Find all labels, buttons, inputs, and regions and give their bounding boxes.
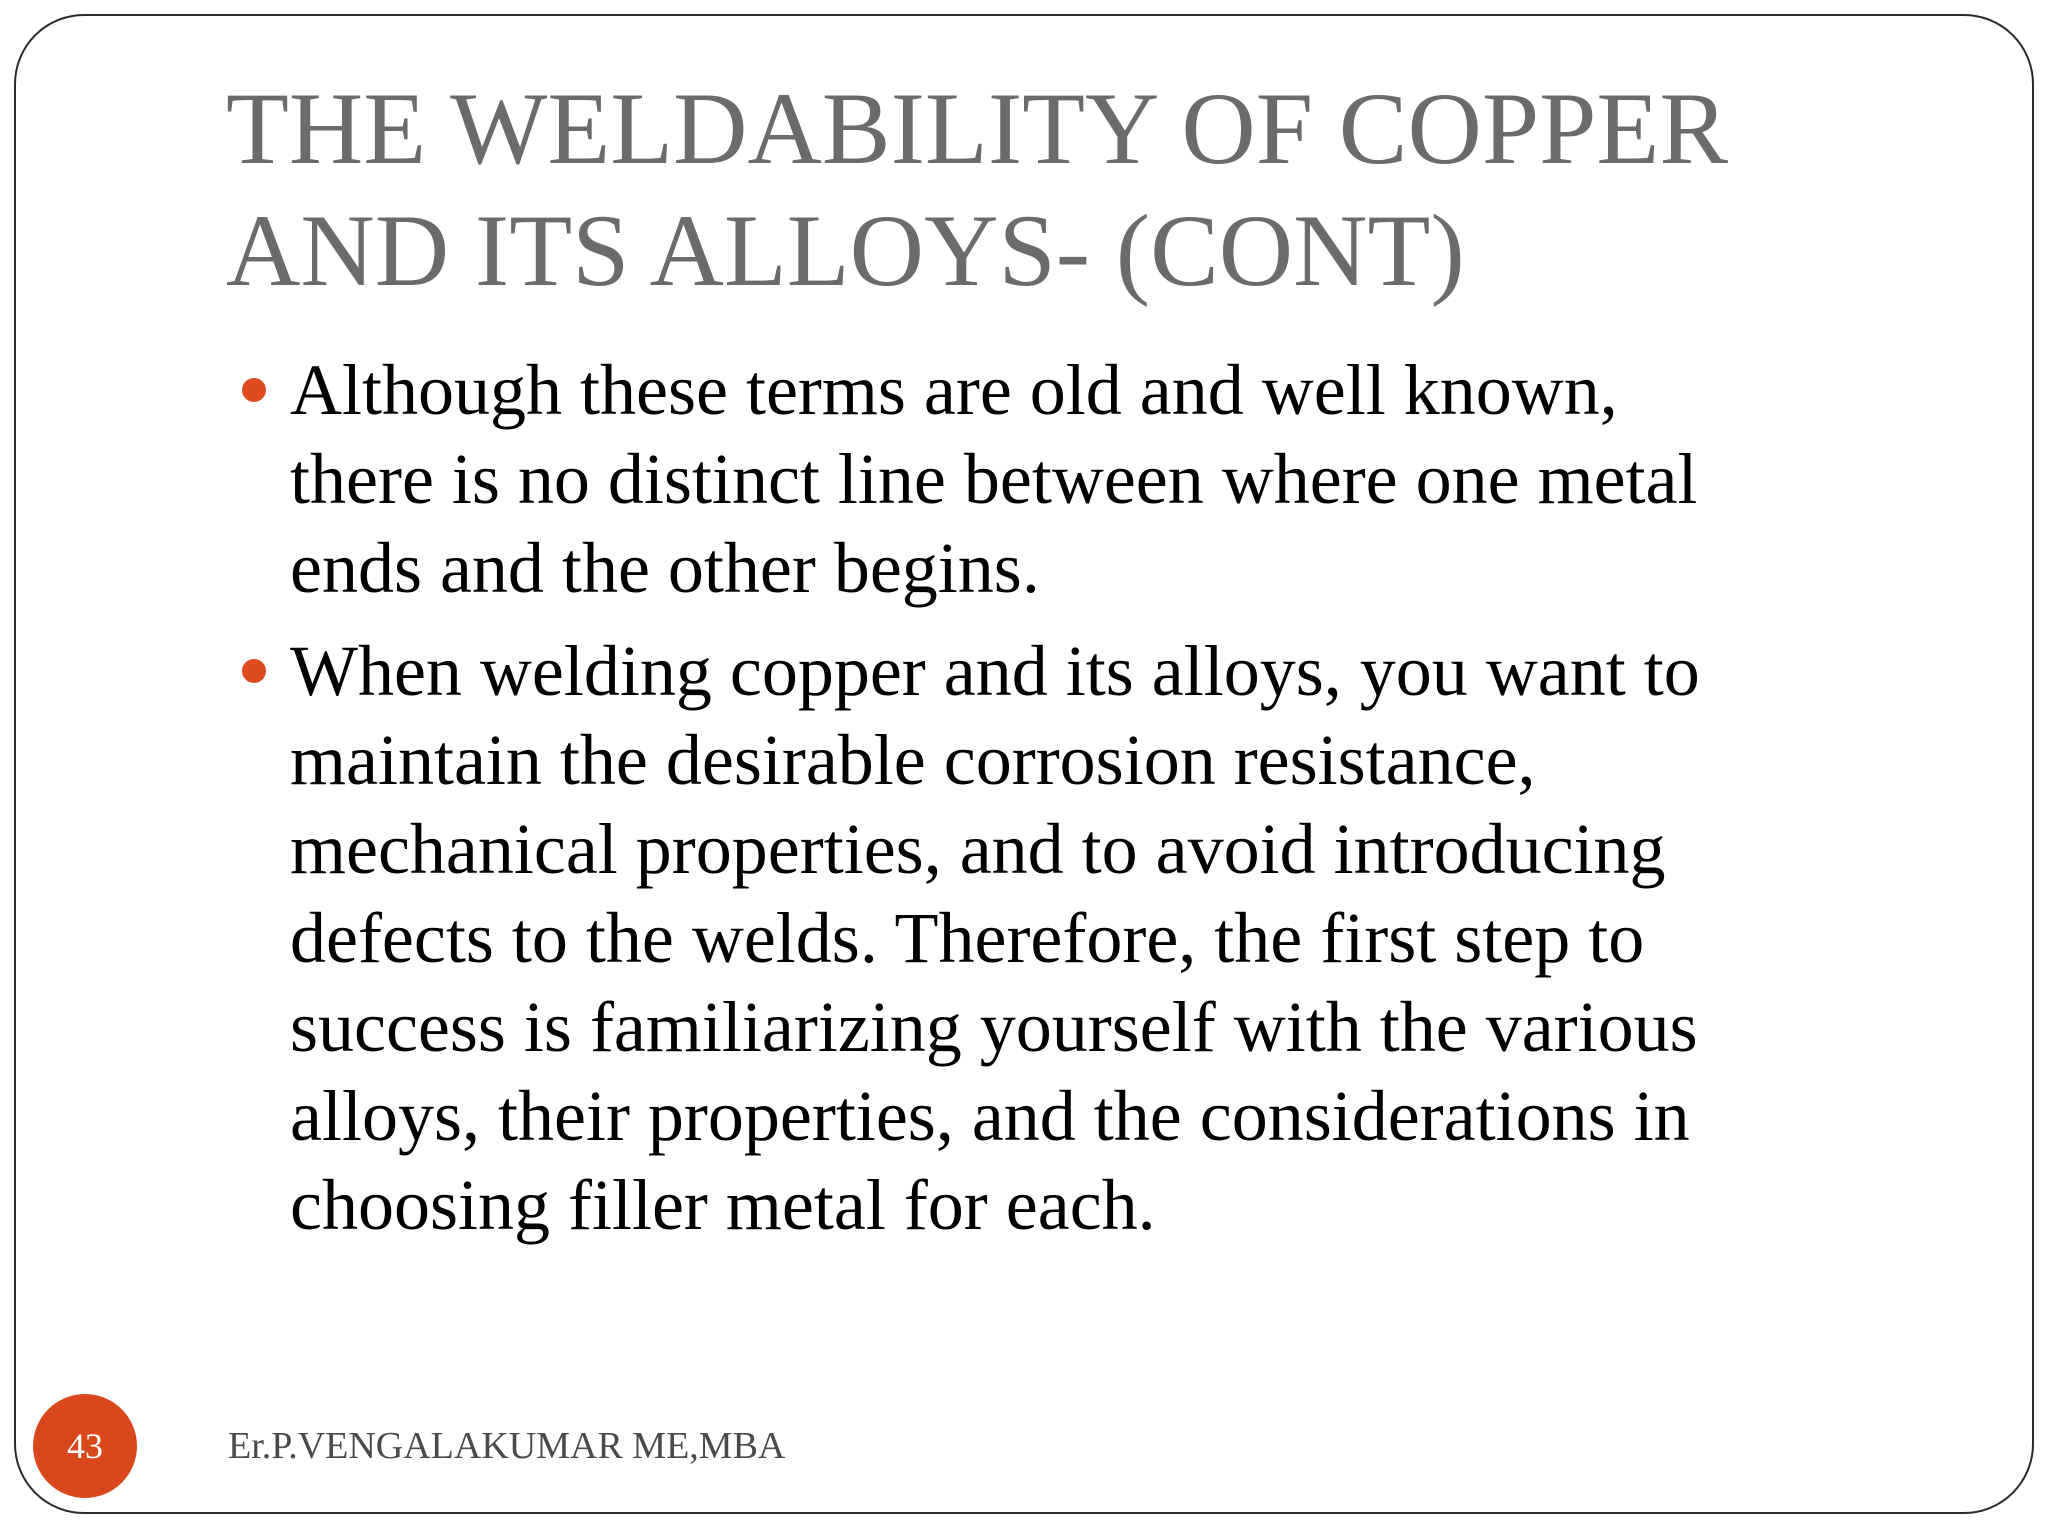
bullet-item: [228, 627, 1988, 1250]
slide-title-line: THE WELDABILITY OF COPPER: [226, 72, 1729, 186]
bullet-line: ends and the other begins.: [290, 528, 1040, 608]
bullet-dot-icon: [242, 659, 266, 683]
bullet-line: alloys, their properties, and the considerations in: [290, 1076, 1690, 1156]
slide-title: [226, 68, 1986, 312]
bullet-line: Although these terms are old and well known,: [290, 350, 1618, 430]
slide-title-line: AND ITS ALLOYS- (CONT): [226, 194, 1465, 308]
bullet-line: success is familiarizing yourself with the various: [290, 987, 1698, 1067]
footer-author: Er.P.VENGALAKUMAR ME,MBA: [228, 1425, 786, 1467]
bullet-line: defects to the welds. Therefore, the first step to: [290, 898, 1645, 978]
bullet-list: [228, 346, 1988, 1264]
slide: [14, 14, 2034, 1514]
bullet-text: [290, 346, 1988, 613]
bullet-item: [228, 346, 1988, 613]
bullet-text: [290, 627, 1988, 1250]
bullet-line: maintain the desirable corrosion resistance,: [290, 720, 1536, 800]
bullet-dot-icon: [242, 378, 266, 402]
bullet-line: choosing filler metal for each.: [290, 1165, 1156, 1245]
page-number-badge: 43: [33, 1394, 137, 1498]
bullet-line: there is no distinct line between where one metal: [290, 439, 1698, 519]
bullet-line: mechanical properties, and to avoid introducing: [290, 809, 1666, 889]
bullet-line: When welding copper and its alloys, you want to: [290, 631, 1700, 711]
